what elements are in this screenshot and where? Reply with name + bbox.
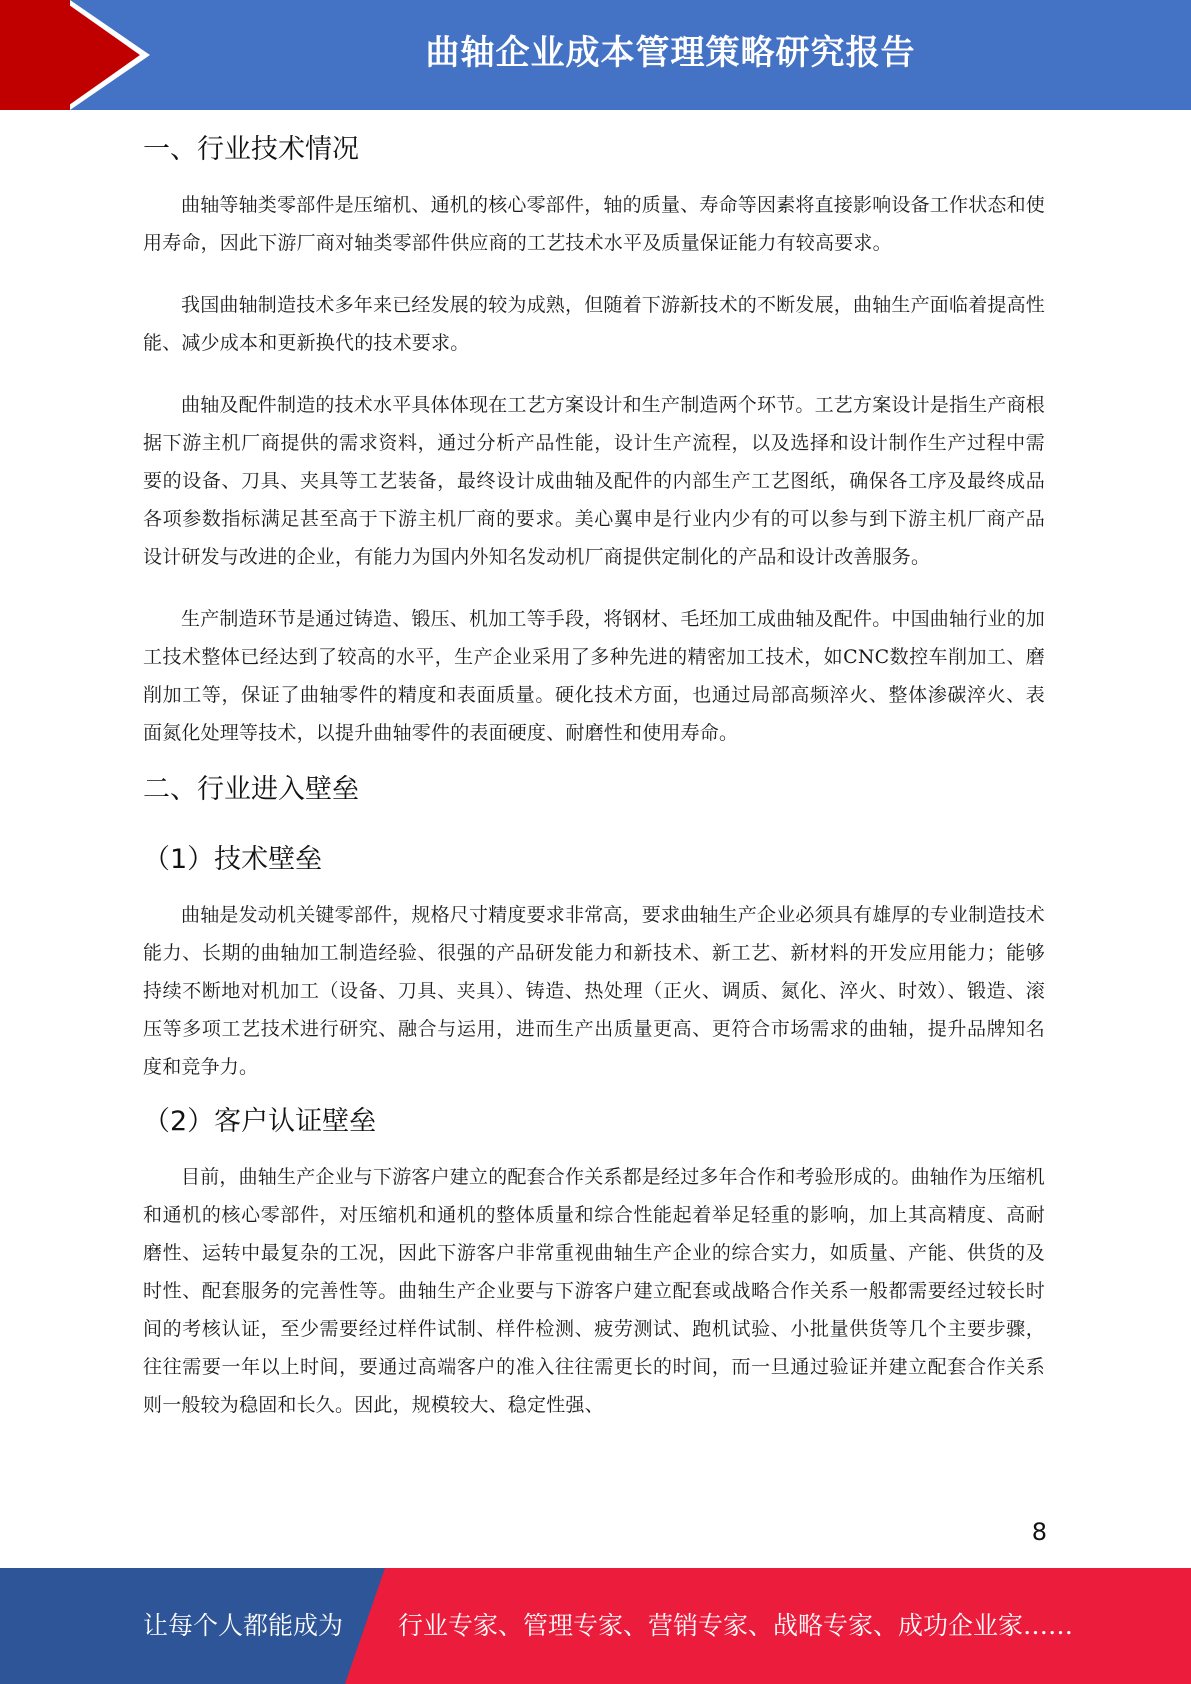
page-header — [0, 0, 1191, 110]
subsection-heading-customer-certification-barrier: （2）客户认证壁垒 — [143, 1106, 377, 1137]
paragraph: 生产制造环节是通过铸造、锻压、机加工等手段，将钢材、毛坯加工成曲轴及配件。中国曲轴行业的加工技术整体已经达到了较高的水平，生产企业采用了多种先进的精密加工技术，如CNC数控车削加工、磨削加工等，保证了曲轴零件的精度和表面质量。硬化技术方面，也通过局部高频淬火、整体渗碳淬火、表面氮化处理等技术，以提升曲轴零件的表面硬度、耐磨性和使用寿命。 — [143, 608, 1046, 744]
subsection-heading-technology-barrier: （1）技术壁垒 — [143, 844, 323, 875]
footer-slogan-right: 行业专家、管理专家、营销专家、战略专家、成功企业家…… — [398, 1611, 1074, 1640]
page-number: 8 — [1031, 1518, 1047, 1546]
header-red-block — [0, 0, 70, 110]
section-heading-entry-barriers: 二、行业进入壁垒 — [143, 774, 359, 805]
paragraph: 曲轴及配件制造的技术水平具体体现在工艺方案设计和生产制造两个环节。工艺方案设计是指生产商根据下游主机厂商提供的需求资料，通过分析产品性能，设计生产流程，以及选择和设计制作生产过程中需要的设备、刀具、夹具等工艺装备，最终设计成曲轴及配件的内部生产工艺图纸，确保各工序及最终成品各项参数指标满足甚至高于下游主机厂商的要求。美心翼申是行业内少有的可以参与到下游主机厂商产品设计研发与改进的企业，有能力为国内外知名发动机厂商提供定制化的产品和设计改善服务。 — [143, 394, 1046, 568]
paragraph: 曲轴是发动机关键零部件，规格尺寸精度要求非常高，要求曲轴生产企业必须具有雄厚的专业制造技术能力、长期的曲轴加工制造经验、很强的产品研发能力和新技术、新工艺、新材料的开发应用能力；能够持续不断地对机加工（设备、刀具、夹具）、铸造、热处理（正火、调质、氮化、淬火、时效）、锻造、滚压等多项工艺技术进行研究、融合与运用，进而生产出质量更高、更符合市场需求的曲轴，提升品牌知名度和竞争力。 — [143, 904, 1046, 1078]
footer-blue-slant — [345, 1568, 385, 1684]
paragraph: 曲轴等轴类零部件是压缩机、通机的核心零部件，轴的质量、寿命等因素将直接影响设备工作状态和使用寿命，因此下游厂商对轴类零部件供应商的工艺技术水平及质量保证能力有较高要求。 — [143, 194, 1046, 254]
section-heading-industry-technology: 一、行业技术情况 — [143, 134, 359, 165]
report-title: 曲轴企业成本管理策略研究报告 — [425, 33, 916, 73]
page-footer — [0, 1568, 1191, 1684]
footer-slogan-left: 让每个人都能成为 — [143, 1611, 344, 1640]
header-red-chevron — [62, 0, 140, 110]
page-content — [143, 128, 1045, 1424]
paragraph: 目前，曲轴生产企业与下游客户建立的配套合作关系都是经过多年合作和考验形成的。曲轴作为压缩机和通机的核心零部件，对压缩机和通机的整体质量和综合性能起着举足轻重的影响，加上其高精度、高耐磨性、运转中最复杂的工况，因此下游客户非常重视曲轴生产企业的综合实力，如质量、产能、供货的及时性、配套服务的完善性等。曲轴生产企业要与下游客户建立配套或战略合作关系一般都需要经过较长时间的考核认证，至少需要经过样件试制、样件检测、疲劳测试、跑机试验、小批量供货等几个主要步骤，往往需要一年以上时间，要通过高端客户的准入往往需更长的时间，而一旦通过验证并建立配套合作关系则一般较为稳固和长久。因此，规模较大、稳定性强、 — [143, 1166, 1046, 1416]
paragraph: 我国曲轴制造技术多年来已经发展的较为成熟，但随着下游新技术的不断发展，曲轴生产面临着提高性能、减少成本和更新换代的技术要求。 — [143, 294, 1046, 354]
